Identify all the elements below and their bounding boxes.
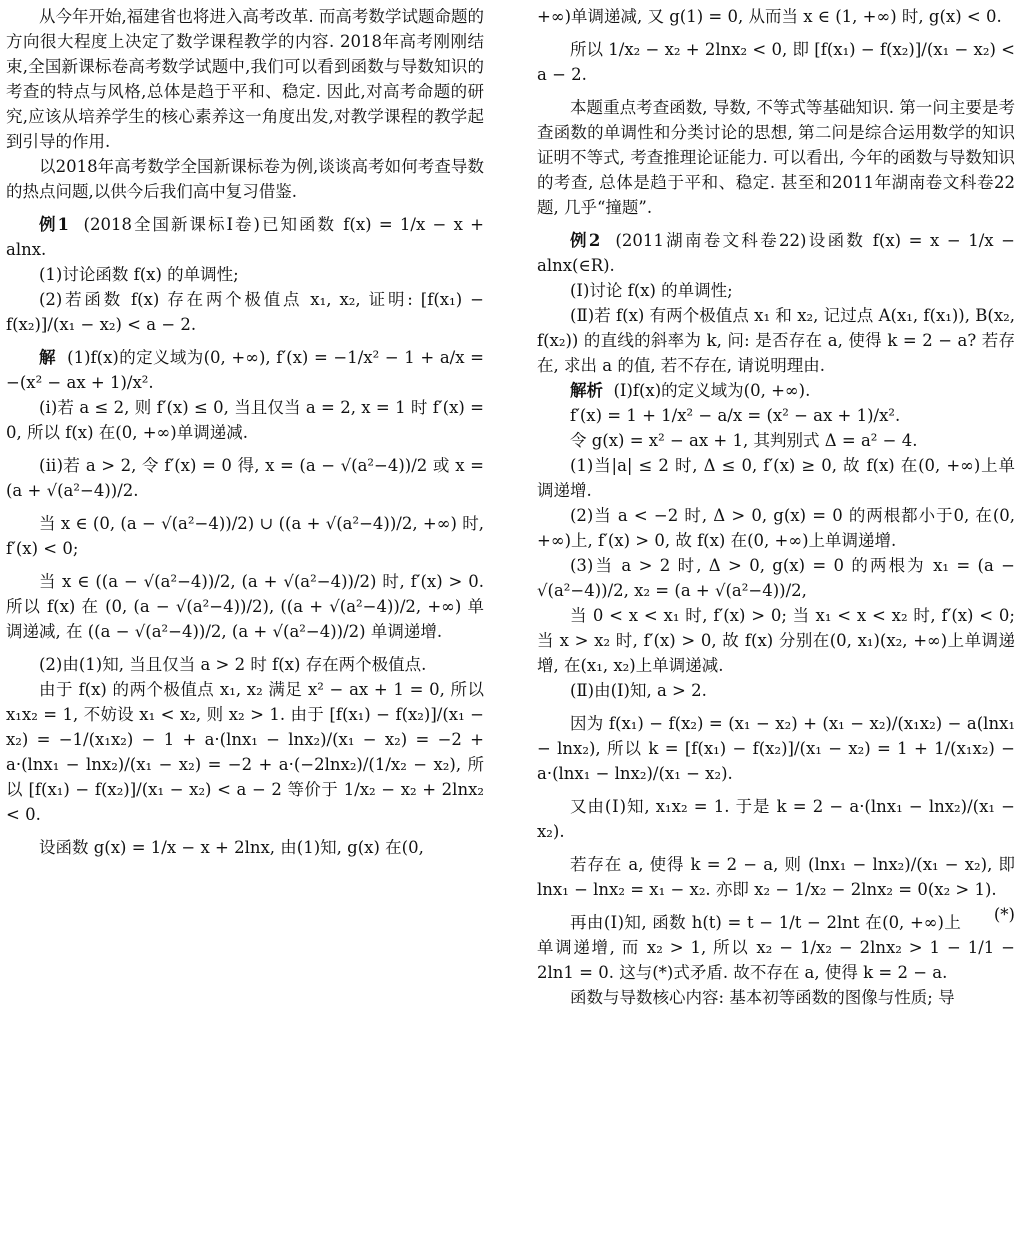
analysis-slope-simplified: 又由(Ⅰ)知, x₁x₂ = 1. 于是 k = 2 − a·(lnx₁ − lnx₂)/(x₁ − x₂).	[537, 797, 1015, 841]
example-2-label: 例2	[570, 231, 601, 250]
proof-continuation: +∞)单调递减, 又 g(1) = 0, 从而当 x ∈ (1, +∞) 时, g(x) < 0.	[537, 7, 1002, 26]
solution-part-2-intro: (2)由(1)知, 当且仅当 a > 2 时 f(x) 存在两个极值点.	[39, 655, 427, 674]
solution-part-2-function-g: 设函数 g(x) = 1/x − x + 2lnx, 由(1)知, g(x) 在(0,	[39, 838, 424, 857]
analysis-monotonicity: 当 0 < x < x₁ 时, f′(x) > 0; 当 x₁ < x < x₂ 时, f′(x) < 0; 当 x > x₂ 时, f′(x) > 0, 故 f(x) 分别在(0, x₁)(x₂, +∞)上单调递增, 在(x₁, x₂)上单调递减.	[537, 606, 1015, 675]
analysis-part-1	[537, 378, 1015, 403]
analysis-assumption	[537, 852, 1015, 924]
example-2-statement: (2011湖南卷文科卷22)设函数 f(x) = x − 1/x − alnx(∈R).	[537, 231, 1015, 275]
analysis-discriminant: 令 g(x) = x² − ax + 1, 其判别式 Δ = a² − 4.	[570, 431, 918, 450]
solution-case-ii: (ⅱ)若 a > 2, 令 f′(x) = 0 得, x = (a − √(a²−4))/2 或 x = (a + √(a²−4))/2.	[6, 456, 484, 500]
analysis-derivative: f′(x) = 1 + 1/x² − a/x = (x² − ax + 1)/x².	[570, 406, 901, 425]
solution-case-i: (ⅰ)若 a ≤ 2, 则 f′(x) ≤ 0, 当且仅当 a = 2, x = 1 时 f′(x) = 0, 所以 f(x) 在(0, +∞)单调递减.	[6, 398, 484, 442]
example-2-question-1: (Ⅰ)讨论 f(x) 的单调性;	[570, 281, 733, 300]
analysis-comment: 本题重点考查函数, 导数, 不等式等基础知识. 第一问主要是考查函数的单调性和分类讨论的思想, 第二问是综合运用数学的知识证明不等式, 考查推理论证能力. 可以看出, 今年的函数与导数知识的考查, 总体是趋于平和、稳定. 甚至和2011年湖南卷文科卷22题, 几乎“撞题”.	[537, 98, 1015, 217]
example-1-label: 例1	[39, 215, 69, 234]
example-1-question-2: (2)若函数 f(x) 存在两个极值点 x₁, x₂, 证明: [f(x₁) − f(x₂)]/(x₁ − x₂) < a − 2.	[6, 290, 484, 334]
analysis-case-2: (2)当 a < −2 时, Δ > 0, g(x) = 0 的两根都小于0, 在(0, +∞)上, f′(x) > 0, 故 f(x) 在(0, +∞)上单调递增.	[537, 506, 1015, 550]
solution-case-ii-increasing: 当 x ∈ ((a − √(a²−4))/2, (a + √(a²−4))/2) 时, f′(x) > 0. 所以 f(x) 在 (0, (a − √(a²−4))/2), ((a + √(a²−4))/2, +∞) 单调递减, 在 ((a − √(a²−4))/2, (a + √(a²−4))/2) 单调递增.	[6, 572, 484, 641]
example-2-heading	[537, 228, 1015, 278]
analysis-contradiction: 再由(Ⅰ)知, 函数 h(t) = t − 1/t − 2lnt 在(0, +∞)上单调递增, 而 x₂ > 1, 所以 x₂ − 1/x₂ − 2lnx₂ > 1 − 1/1 − 2ln1 = 0. 这与(*)式矛盾. 故不存在 a, 使得 k = 2 − a.	[537, 913, 1015, 982]
solution-part-2-body: 由于 f(x) 的两个极值点 x₁, x₂ 满足 x² − ax + 1 = 0, 所以 x₁x₂ = 1, 不妨设 x₁ < x₂, 则 x₂ > 1. 由于 [f(x₁) − f(x₂)]/(x₁ − x₂) = −1/(x₁x₂) − 1 + a·(lnx₁ − lnx₂)/(x₁ − x₂) = −2 + a·(lnx₁ − lnx₂)/(x₁ − x₂) = −2 + a·(−2lnx₂)/(1/x₂ − x₂), 所以 [f(x₁) − f(x₂)]/(x₁ − x₂) < a − 2 等价于 1/x₂ − x₂ + 2lnx₂ < 0.	[6, 680, 484, 824]
example-1-statement: (2018全国新课标Ⅰ卷)已知函数 f(x) = 1/x − x + alnx.	[6, 215, 484, 259]
equation-marker-star: (*)	[993, 905, 1015, 924]
intro-paragraph-2: 以2018年高考数学全国新课标卷为例,谈谈高考如何考查导数的热点问题,以供今后我们高中复习借鉴.	[6, 157, 484, 201]
analysis-case-1: (1)当|a| ≤ 2 时, Δ ≤ 0, f′(x) ≥ 0, 故 f(x) 在(0, +∞)上单调递增.	[537, 456, 1015, 500]
left-column	[6, 4, 484, 860]
analysis-assumption-text: 若存在 a, 使得 k = 2 − a, 则 (lnx₁ − lnx₂)/(x₁ − x₂), 即 lnx₁ − lnx₂ = x₁ − x₂. 亦即 x₂ − 1/x₂ − 2lnx₂ = 0(x₂ > 1).	[537, 855, 1015, 899]
intro-paragraph-1: 从今年开始,福建省也将进入高考改革. 而高考数学试题命题的方向很大程度上决定了数学课程教学的内容. 2018年高考刚刚结束,全国新课标卷高考数学试题中,我们可以看到函数与导数知识的考查的特点与风格,总体是趋于平和、稳定. 因此,对高考命题的研究,应该从培养学生的核心素养这一角度出发,对教学课程的教学起到引导的作用.	[6, 7, 484, 151]
right-column	[537, 4, 1015, 1010]
analysis-slope: 因为 f(x₁) − f(x₂) = (x₁ − x₂) + (x₁ − x₂)/(x₁x₂) − a(lnx₁ − lnx₂), 所以 k = [f(x₁) − f(x₂)]/(x₁ − x₂) = 1 + 1/(x₁x₂) − a·(lnx₁ − lnx₂)/(x₁ − x₂).	[537, 714, 1015, 783]
solution-part-1	[6, 345, 484, 395]
closing-summary: 函数与导数核心内容: 基本初等函数的图像与性质; 导	[570, 988, 955, 1007]
solution-derivative: (1)f(x)的定义域为(0, +∞), f′(x) = −1/x² − 1 + a/x = −(x² − ax + 1)/x².	[6, 348, 485, 392]
solution-case-ii-decreasing: 当 x ∈ (0, (a − √(a²−4))/2) ∪ ((a + √(a²−4))/2, +∞) 时, f′(x) < 0;	[6, 514, 484, 558]
example-1-question-1: (1)讨论函数 f(x) 的单调性;	[39, 265, 239, 284]
analysis-domain: (Ⅰ)f(x)的定义域为(0, +∞).	[613, 381, 811, 400]
example-1-heading	[6, 212, 484, 262]
analysis-case-3: (3)当 a > 2 时, Δ > 0, g(x) = 0 的两根为 x₁ = (a − √(a²−4))/2, x₂ = (a + √(a²−4))/2,	[537, 556, 1015, 600]
analysis-label: 解析	[570, 381, 603, 400]
analysis-part-2: (Ⅱ)由(Ⅰ)知, a > 2.	[570, 681, 707, 700]
proof-conclusion: 所以 1/x₂ − x₂ + 2lnx₂ < 0, 即 [f(x₁) − f(x₂)]/(x₁ − x₂) < a − 2.	[537, 40, 1015, 84]
solution-label: 解	[39, 348, 56, 367]
example-2-question-2: (Ⅱ)若 f(x) 有两个极值点 x₁ 和 x₂, 记过点 A(x₁, f(x₁)), B(x₂, f(x₂)) 的直线的斜率为 k, 问: 是否存在 a, 使得 k = 2 − a? 若存在, 求出 a 的值, 若不存在, 请说明理由.	[537, 306, 1015, 375]
